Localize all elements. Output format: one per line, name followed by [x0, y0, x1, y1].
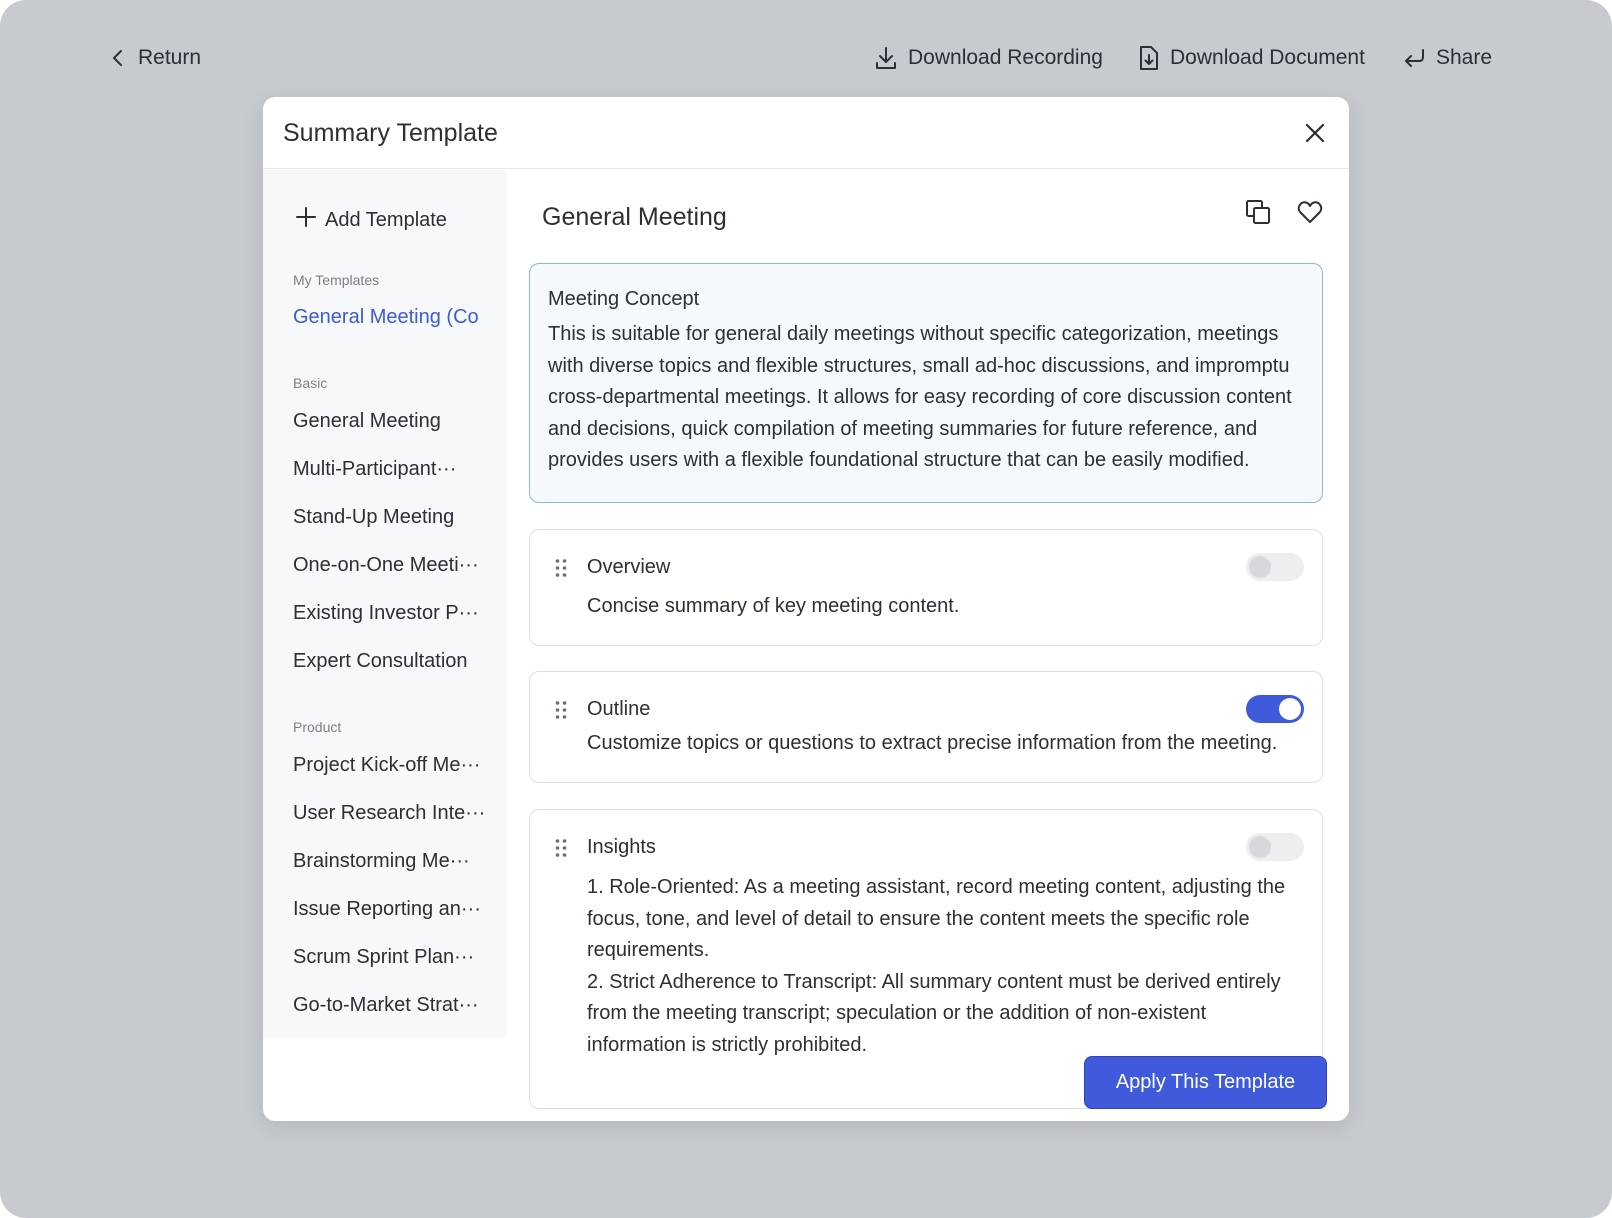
sidebar-item-existing-investor[interactable]: Existing Investor P··· — [293, 602, 479, 624]
sidebar-item-multi-participant[interactable]: Multi-Participant··· — [293, 458, 457, 480]
close-button[interactable] — [1301, 119, 1329, 147]
sidebar-item-expert-consultation[interactable]: Expert Consultation — [293, 650, 468, 672]
section-description: Customize topics or questions to extract precise information from the meeting. — [587, 732, 1278, 754]
meeting-concept-card — [529, 263, 1323, 503]
concept-body: This is suitable for general daily meetings without specific categorization, meetings with diverse topics and flexible structures, small ad-hoc discussions, and impromptu cross-departmental meetings. It allows for easy recording of core discussion content and decisions, quick compilation of meeting summaries for future reference, and provides users with a flexible foundational structure that can be easily modified. — [548, 323, 1292, 471]
section-title: Overview — [587, 556, 671, 578]
download-recording-label: Download Recording — [908, 46, 1103, 69]
summary-template-dialog — [263, 97, 1349, 1121]
share-arrow-icon — [1402, 47, 1426, 69]
dialog-title: Summary Template — [283, 119, 498, 147]
copy-icon — [1244, 213, 1272, 230]
sidebar-item-general-meeting[interactable]: General Meeting — [293, 410, 441, 432]
drag-handle-icon[interactable] — [554, 838, 568, 858]
section-description: Concise summary of key meeting content. — [587, 595, 960, 617]
add-template-label: Add Template — [325, 208, 447, 231]
template-content[interactable] — [529, 259, 1329, 1056]
template-title: General Meeting — [542, 203, 727, 231]
section-title: Insights — [587, 836, 656, 858]
sidebar-item-stand-up-meeting[interactable]: Stand-Up Meeting — [293, 506, 455, 528]
chevron-left-icon — [108, 48, 128, 68]
document-download-icon — [1138, 45, 1160, 71]
download-icon — [874, 45, 898, 71]
download-document-label: Download Document — [1170, 46, 1365, 69]
sidebar-item-go-to-market[interactable]: Go-to-Market Strat··· — [293, 994, 479, 1016]
section-card-outline — [529, 671, 1323, 783]
sidebar-item-scrum-sprint[interactable]: Scrum Sprint Plan··· — [293, 946, 475, 968]
sidebar-item-general-meeting-custom[interactable]: General Meeting (Co — [293, 306, 479, 328]
duplicate-button[interactable] — [1244, 198, 1272, 226]
return-label: Return — [138, 46, 202, 69]
concept-title: Meeting Concept — [548, 288, 700, 310]
section-card-overview — [529, 529, 1323, 646]
sidebar-item-project-kickoff[interactable]: Project Kick-off Me··· — [293, 754, 481, 776]
template-sidebar — [263, 170, 506, 1038]
group-label-basic: Basic — [293, 375, 328, 391]
add-template-button[interactable] — [295, 206, 447, 234]
insight-line-1: 1. Role-Oriented: As a meeting assistant, record meeting content, adjusting the focus, tone, and level of detail to ensure the content meets the specific role requirements. — [587, 876, 1286, 961]
drag-handle-icon[interactable] — [554, 700, 568, 720]
apply-template-button[interactable]: Apply This Template — [1084, 1056, 1327, 1109]
favorite-button[interactable] — [1296, 198, 1324, 226]
plus-icon — [295, 206, 317, 234]
close-icon — [1301, 134, 1329, 151]
insight-line-2: 2. Strict Adherence to Transcript: All summary content must be derived entirely from the meeting transcript; speculation or the addition of non-existent information is strictly prohibited. — [587, 970, 1281, 1056]
drag-handle-icon[interactable] — [554, 558, 568, 578]
group-label-my-templates: My Templates — [293, 272, 380, 288]
share-button[interactable] — [1402, 40, 1492, 76]
toggle-knob — [1249, 836, 1271, 858]
toggle-knob — [1279, 698, 1301, 720]
download-document-button[interactable] — [1138, 40, 1365, 76]
group-label-product: Product — [293, 719, 342, 735]
sidebar-item-brainstorming[interactable]: Brainstorming Me··· — [293, 850, 470, 872]
section-toggle-insights[interactable] — [1246, 833, 1304, 861]
sidebar-item-one-on-one[interactable]: One-on-One Meeti··· — [293, 554, 479, 576]
sidebar-item-issue-reporting[interactable]: Issue Reporting an··· — [293, 898, 481, 920]
section-description — [587, 872, 1294, 1061]
share-label: Share — [1436, 46, 1493, 69]
section-toggle-overview[interactable] — [1246, 553, 1304, 581]
heart-icon — [1296, 213, 1324, 230]
dialog-header — [263, 97, 1349, 169]
sidebar-item-user-research[interactable]: User Research Inte··· — [293, 802, 486, 824]
section-toggle-outline[interactable] — [1246, 695, 1304, 723]
return-button[interactable] — [108, 40, 201, 76]
download-recording-button[interactable] — [874, 40, 1103, 76]
toggle-knob — [1249, 556, 1271, 578]
section-title: Outline — [587, 698, 651, 720]
